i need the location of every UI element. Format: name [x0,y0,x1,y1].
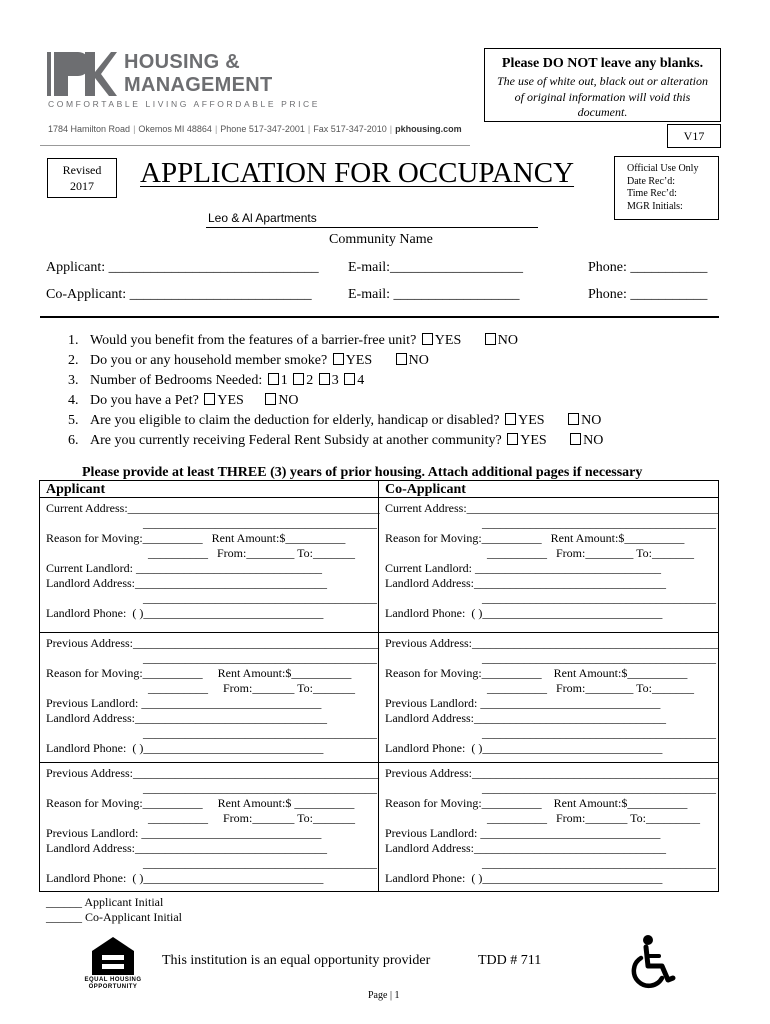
question-4 [68,393,299,409]
applicant-email-field[interactable]: E-mail:___________________ [348,260,523,275]
option-label: 4 [357,373,365,388]
checkbox-no[interactable] [396,353,407,365]
field-label: Previous Landlord: [385,696,478,710]
landlord-phone-field[interactable]: Landlord Phone: ( )______________________________ [385,871,663,885]
question-text: Are you eligible to claim the deduction for elderly, handicap or disabled? [90,413,500,428]
field-label: Rent Amount:$ [211,531,286,545]
current-landlord-field[interactable]: Current Landlord: _______________________________ [46,561,322,575]
option-label: YES [345,353,373,368]
previous-address-field[interactable]: Previous Address:_________________________________________ [385,766,718,780]
question-number: 1. [68,333,79,348]
field-label: To: [297,681,313,695]
brand-name-line1: HOUSING & [124,51,241,73]
landlord-address-field[interactable]: Landlord Address:________________________________ [46,841,327,855]
phone-area-code: ( ) [471,871,483,885]
checkbox-yes[interactable] [507,433,518,445]
checkbox-1[interactable] [268,373,279,385]
landlord-address-line-2[interactable]: _______________________________________ [143,856,377,870]
field-label: Landlord Address: [46,841,135,855]
field-label: From: [556,681,586,695]
question-text: Number of Bedrooms Needed: [90,373,263,388]
landlord-phone-field[interactable]: Landlord Phone: ( )______________________________ [385,606,663,620]
header-divider [40,145,470,146]
landlord-address-field[interactable]: Landlord Address:________________________________ [46,711,327,725]
question-2 [68,353,429,369]
previous-address-field[interactable]: Previous Address:_________________________________________ [46,636,379,650]
address-line-2[interactable]: _______________________________________ [143,651,377,665]
field-label: Current Landlord: [46,561,133,575]
revised-year: 2017 [70,179,94,193]
field-label: Rent Amount:$ [553,796,628,810]
checkbox-no[interactable] [570,433,581,445]
landlord-address-line-2[interactable]: _______________________________________ [482,591,716,605]
field-label: Current Landlord: [385,561,472,575]
question-number: 4. [68,393,79,408]
reason-moving-field[interactable]: Reason for Moving:__________ Rent Amount:$__________ [385,531,685,545]
field-label: To: [636,681,652,695]
field-label: To: [297,546,313,560]
address-line-2[interactable]: _______________________________________ [482,781,716,795]
contact-line: 1784 Hamilton Road | Okemos MI 48864 | Phone 517-347-2001 | Fax 517-347-2010 | pkhousing.com [48,124,462,134]
eho-line2: OPPORTUNITY [88,984,138,990]
field-label: Previous Landlord: [46,826,139,840]
checkbox-yes[interactable] [333,353,344,365]
applicant-column-header: Applicant [46,482,106,497]
history-heading: Please provide at least THREE (3) years of prior housing. Attach additional pages if necessary [82,465,643,480]
version-box: V17 [667,124,721,148]
tdd-number: TDD # 711 [478,953,542,968]
address: 1784 Hamilton Road [48,124,131,134]
landlord-phone-field[interactable]: Landlord Phone: ( )______________________________ [46,871,324,885]
address-line-2[interactable]: _______________________________________ [143,516,377,530]
field-label: Previous Landlord: [46,696,139,710]
field-label: From: [556,546,586,560]
equal-housing-icon [90,935,136,977]
header-row-line [39,497,719,498]
landlord-phone-field[interactable]: Landlord Phone: ( )______________________________ [385,741,663,755]
field-label: Previous Address: [46,766,133,780]
checkbox-yes[interactable] [422,333,433,345]
page-number: Page | 1 [368,990,400,1001]
field-label: Previous Address: [46,636,133,650]
community-name-value[interactable]: Leo & Al Apartments [208,211,317,225]
reason-moving-field[interactable]: Reason for Moving:__________ Rent Amount:$__________ [385,796,688,810]
address-line-2[interactable]: _______________________________________ [482,651,716,665]
row-divider [39,632,719,633]
dates-field[interactable]: __________ From:________ To:_______ [487,546,694,560]
column-divider [378,480,379,892]
landlord-address-field[interactable]: Landlord Address:________________________________ [385,711,666,725]
mgr-initials-label: MGR Initials: [627,200,683,212]
field-label: Landlord Phone: [46,871,127,885]
field-label: From: [217,546,247,560]
field-label: Reason for Moving: [46,796,143,810]
applicant-field[interactable]: Applicant: ______________________________ [46,260,319,275]
phone-area-code: ( ) [132,871,144,885]
dates-field[interactable]: __________ From:________ To:_______ [487,681,694,695]
checkbox-3[interactable] [319,373,330,385]
option-label: YES [217,393,244,408]
option-label: NO [581,413,602,428]
dates-field[interactable]: __________ From:_______ To:_______ [148,811,355,825]
pk-logo-mark [47,50,117,98]
dates-field[interactable]: __________ From:_______ To:_________ [487,811,700,825]
landlord-address-line-2[interactable]: _______________________________________ [143,726,377,740]
reason-moving-field[interactable]: Reason for Moving:__________ Rent Amount:$__________ [46,531,346,545]
previous-address-field[interactable]: Previous Address:_________________________________________ [385,636,718,650]
option-label: YES [520,433,547,448]
landlord-phone-field[interactable]: Landlord Phone: ( )______________________________ [46,606,324,620]
question-text: Do you have a Pet? [90,393,199,408]
question-5 [68,413,601,429]
notice-title: Please DO NOT leave any blanks. [501,56,704,71]
question-6 [68,433,603,449]
question-number: 6. [68,433,79,448]
field-label: To: [636,546,652,560]
field-label: Landlord Phone: [46,606,127,620]
revised-label: Revised [62,163,102,177]
row-divider [39,762,719,763]
wheelchair-icon [626,934,678,990]
landlord-address-field[interactable]: Landlord Address:________________________________ [385,576,666,590]
reason-moving-field[interactable]: Reason for Moving:__________ Rent Amount:$__________ [385,666,688,680]
previous-landlord-field[interactable]: Previous Landlord: ______________________________ [46,696,322,710]
field-label: Previous Landlord: [385,826,478,840]
reason-moving-field[interactable]: Reason for Moving:__________ Rent Amount:$ __________ [46,796,355,810]
checkbox-4[interactable] [344,373,355,385]
option-label: YES [434,333,462,348]
landlord-address-field[interactable]: Landlord Address:________________________________ [385,841,666,855]
question-number: 3. [68,373,79,388]
landlord-address-line-2[interactable]: _______________________________________ [482,726,716,740]
phone-number: Phone 517-347-2001 [220,124,305,134]
landlord-phone-field[interactable]: Landlord Phone: ( )______________________________ [46,741,324,755]
phone-area-code: ( ) [132,606,144,620]
page-title: APPLICATION FOR OCCUPANCY [140,157,575,189]
question-1 [68,333,518,349]
question-text: Would you benefit from the features of a barrier-free unit? [90,333,417,348]
option-label: 3 [331,373,339,388]
question-number: 2. [68,353,79,368]
address-line-2[interactable]: _______________________________________ [482,516,716,530]
question-number: 5. [68,413,79,428]
field-label: To: [630,811,646,825]
equal-housing-label [82,977,144,991]
current-address-field[interactable]: Current Address:__________________________________________ [46,501,380,515]
field-label: From: [223,681,253,695]
option-label: NO [408,353,429,368]
option-label: NO [497,333,518,348]
notice-box [484,48,721,122]
field-label: Landlord Address: [385,576,474,590]
field-label: Landlord Address: [46,711,135,725]
city: Okemos MI 48864 [138,124,212,134]
checkbox-yes[interactable] [204,393,215,405]
checkbox-yes[interactable] [505,413,516,425]
community-name-label: Community Name [329,232,433,247]
option-label: NO [583,433,604,448]
website: pkhousing.com [395,124,462,134]
coapplicant-phone-field[interactable]: Phone: ___________ [588,287,708,302]
field-label: Previous Address: [385,766,472,780]
coapplicant-column-header: Co-Applicant [385,482,466,497]
field-label: Landlord Phone: [385,871,466,885]
option-label: NO [278,393,299,408]
section-divider [40,316,719,318]
previous-landlord-field[interactable]: Previous Landlord: ______________________________ [385,696,661,710]
coapplicant-email-field[interactable]: E-mail: __________________ [348,287,520,302]
previous-landlord-field[interactable]: Previous Landlord: ______________________________ [385,826,661,840]
field-label: Reason for Moving: [46,531,143,545]
field-label: Rent Amount:$ [217,796,292,810]
community-underline [206,227,538,228]
question-3 [68,373,364,389]
brand-tagline: COMFORTABLE LIVING AFFORDABLE PRICE [48,99,321,109]
coapplicant-field[interactable]: Co-Applicant: __________________________ [46,287,312,302]
applicant-phone-field[interactable]: Phone: ___________ [588,260,708,275]
option-label: 2 [306,373,314,388]
time-received-label: Time Rec’d: [627,188,677,199]
field-label: Current Address: [46,501,128,515]
field-label: From: [223,811,253,825]
landlord-address-line-2[interactable]: _______________________________________ [482,856,716,870]
question-text: Do you or any household member smoke? [90,353,328,368]
coapplicant-initial-field[interactable]: ______ Co-Applicant Initial [46,910,182,924]
field-label: Rent Amount:$ [550,531,625,545]
field-label: To: [297,811,313,825]
checkbox-no[interactable] [265,393,276,405]
landlord-address-field[interactable]: Landlord Address:________________________________ [46,576,327,590]
field-label: Reason for Moving: [385,666,482,680]
dates-field[interactable]: __________ From:_______ To:_______ [148,681,355,695]
phone-area-code: ( ) [471,606,483,620]
checkbox-2[interactable] [293,373,304,385]
equal-opportunity-statement: This institution is an equal opportunity provider [162,953,431,968]
previous-landlord-field[interactable]: Previous Landlord: ______________________________ [46,826,322,840]
field-label: From: [556,811,586,825]
field-label: Landlord Phone: [385,741,466,755]
field-label: Rent Amount:$ [553,666,628,680]
notice-body: The use of white out, black out or alteration of original information will void this document. [497,74,708,119]
field-label: Landlord Address: [46,576,135,590]
field-label: Landlord Address: [385,841,474,855]
checkbox-no[interactable] [568,413,579,425]
address-line-2[interactable]: _______________________________________ [143,781,377,795]
field-label: Landlord Phone: [46,741,127,755]
current-address-field[interactable]: Current Address:__________________________________________ [385,501,719,515]
option-label: YES [518,413,545,428]
field-label: Reason for Moving: [385,796,482,810]
field-label: Landlord Phone: [385,606,466,620]
current-landlord-field[interactable]: Current Landlord: _______________________________ [385,561,661,575]
date-received-label: Date Rec’d: [627,175,676,187]
fax-number: Fax 517-347-2010 [313,124,387,134]
brand-name-line2: MANAGEMENT [124,74,273,96]
option-label: 1 [280,373,288,388]
field-label: Landlord Address: [385,711,474,725]
checkbox-no[interactable] [485,333,496,345]
dates-field[interactable]: __________ From:________ To:_______ [148,546,355,560]
phone-area-code: ( ) [132,741,144,755]
applicant-initial-field[interactable]: ______ Applicant Initial [46,895,164,909]
field-label: Rent Amount:$ [217,666,292,680]
question-text: Are you currently receiving Federal Rent Subsidy at another community? [90,433,502,448]
revised-box [47,158,117,198]
official-use-box [614,156,719,220]
phone-area-code: ( ) [471,741,483,755]
field-label: Current Address: [385,501,467,515]
field-label: Reason for Moving: [385,531,482,545]
official-use-label: Official Use Only [627,163,699,174]
reason-moving-field[interactable]: Reason for Moving:__________ Rent Amount:$__________ [46,666,352,680]
field-label: Previous Address: [385,636,472,650]
eho-line1: EQUAL HOUSING [84,977,142,983]
previous-address-field[interactable]: Previous Address:_________________________________________ [46,766,379,780]
landlord-address-line-2[interactable]: _______________________________________ [143,591,377,605]
field-label: Reason for Moving: [46,666,143,680]
